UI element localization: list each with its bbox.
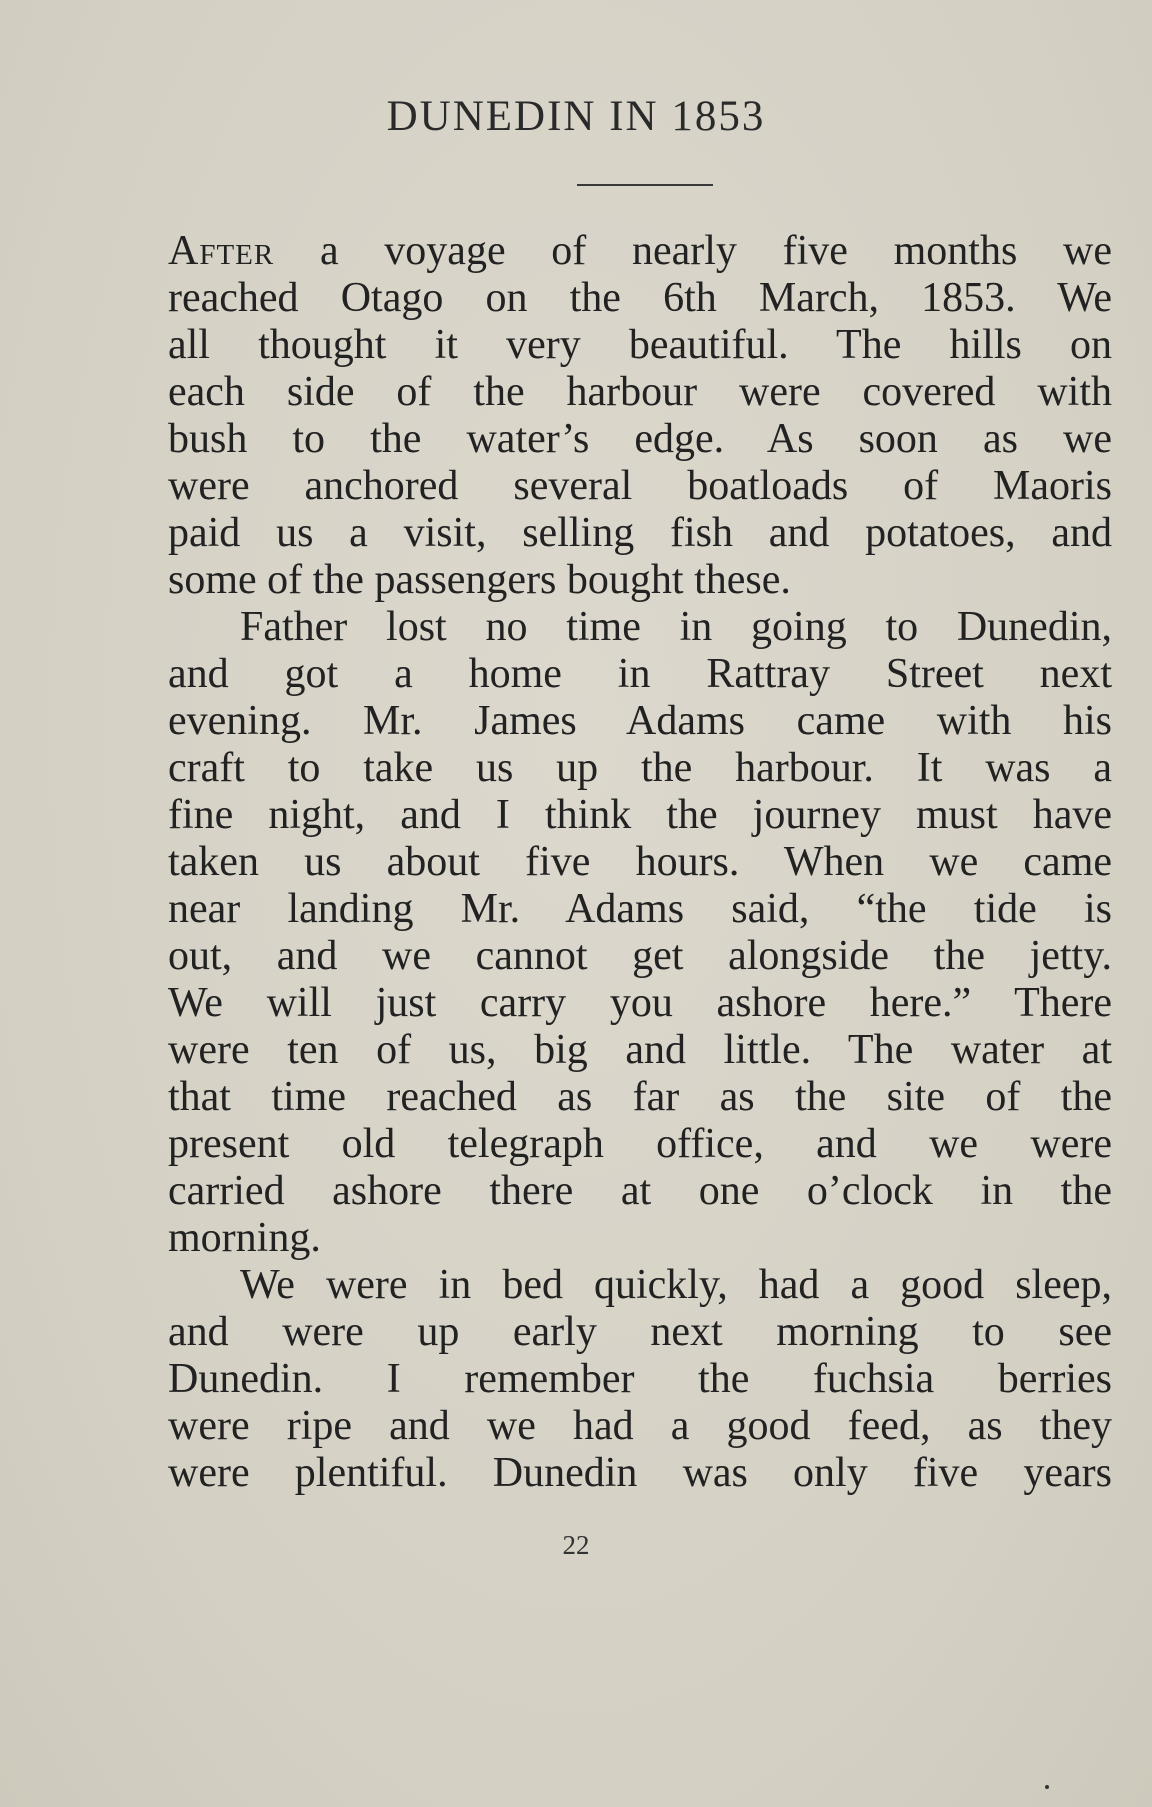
text-line: Father lost no time in going to Dunedin,	[240, 604, 1112, 650]
text-line: Dunedin. I remember the fuchsia berries	[168, 1356, 1112, 1402]
text-line: were plentiful. Dunedin was only five years	[168, 1450, 1112, 1496]
text-line: paid us a visit, selling fish and potatoes, and	[168, 510, 1112, 556]
text-line: After a voyage of nearly five months we	[168, 228, 1113, 274]
text-line: morning.	[168, 1215, 321, 1261]
text-line: carried ashore there at one o’clock in the	[168, 1168, 1112, 1214]
text-line: fine night, and I think the journey must have	[168, 792, 1112, 838]
text-line: We will just carry you ashore here.” There	[168, 980, 1112, 1026]
text-line: taken us about five hours. When we came	[168, 839, 1112, 885]
body-text	[168, 228, 1112, 1497]
text-line: We were in bed quickly, had a good sleep,	[240, 1262, 1112, 1308]
text-line: were ripe and we had a good feed, as they	[168, 1403, 1112, 1449]
text-line: all thought it very beautiful. The hills on	[168, 322, 1112, 368]
title-divider	[577, 184, 713, 186]
text-line: craft to take us up the harbour. It was a	[168, 745, 1112, 791]
text-line: were anchored several boatloads of Maoris	[168, 463, 1112, 509]
text-line: and were up early next morning to see	[168, 1309, 1112, 1355]
text-line: bush to the water’s edge. As soon as we	[168, 416, 1112, 462]
text-line: out, and we cannot get alongside the jetty.	[168, 933, 1112, 979]
text-line: reached Otago on the 6th March, 1853. We	[168, 275, 1112, 321]
page-title: DUNEDIN IN 1853	[386, 93, 766, 140]
text-line: evening. Mr. James Adams came with his	[168, 698, 1112, 744]
paper-speck	[1045, 1785, 1049, 1789]
text-line: present old telegraph office, and we were	[168, 1121, 1112, 1167]
text-line: each side of the harbour were covered with	[168, 369, 1112, 415]
text-line: were ten of us, big and little. The water at	[168, 1027, 1112, 1073]
text-line: that time reached as far as the site of the	[168, 1074, 1112, 1120]
page-number: 22	[562, 1530, 590, 1560]
text-line: and got a home in Rattray Street next	[168, 651, 1112, 697]
drop-word: After	[168, 228, 275, 274]
text-line: near landing Mr. Adams said, “the tide is	[168, 886, 1112, 932]
text-line: some of the passengers bought these.	[168, 557, 791, 603]
